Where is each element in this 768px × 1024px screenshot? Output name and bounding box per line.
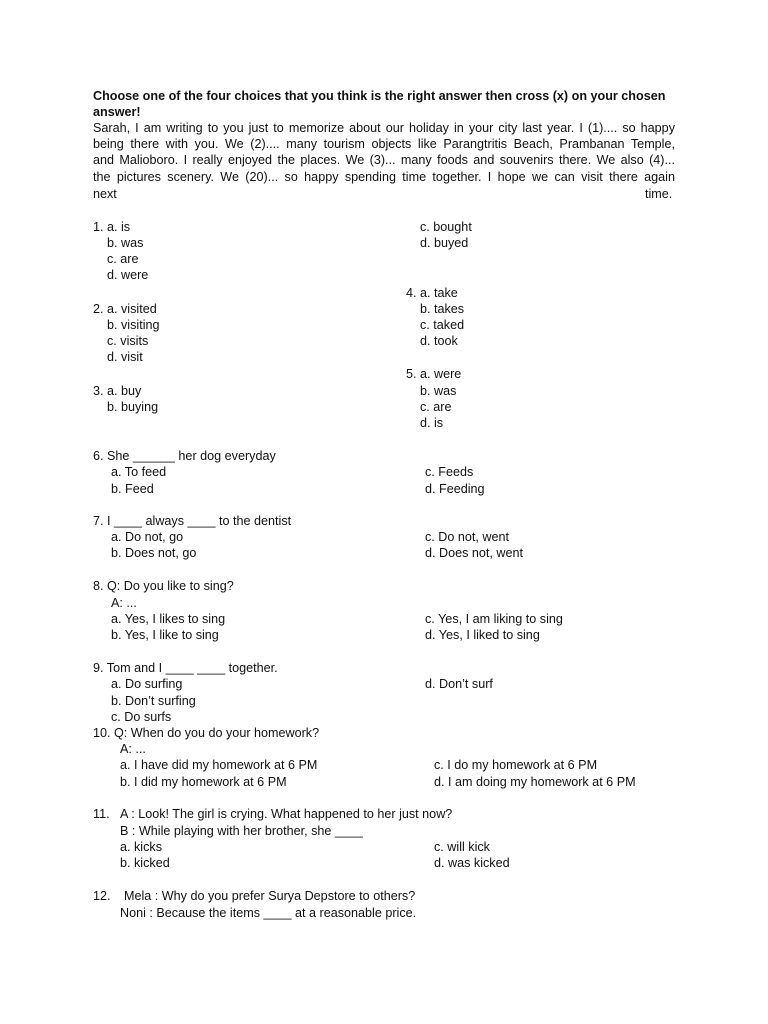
passage-last-left: next — [93, 187, 117, 201]
q10-option-d[interactable]: d. I am doing my homework at 6 PM — [434, 775, 636, 789]
passage-line-2: being there with you. We (2).... many tourism objects like Parangtritis Beach, Prambanan Temple, — [93, 137, 675, 151]
q3-option-c[interactable]: c. bought — [420, 220, 472, 234]
q5-option-a[interactable]: a. were — [420, 367, 462, 381]
q11-number: 11. — [93, 807, 110, 821]
q4-option-a[interactable]: a. take — [420, 286, 458, 300]
instruction-line-2: answer! — [93, 105, 141, 119]
passage-last-right: time. — [645, 187, 673, 201]
q9-option-c[interactable]: c. Do surfs — [111, 710, 172, 724]
instruction-line-1: Choose one of the four choices that you think is the right answer then cross (x) on your chosen — [93, 89, 666, 103]
q7-stem: 7. I ____ always ____ to the dentist — [93, 514, 292, 528]
q2-number: 2. — [93, 302, 104, 316]
q9-stem: 9. Tom and I ____ ____ together. — [93, 661, 278, 675]
q4-number: 4. — [406, 286, 417, 300]
q11-dialog-a: A : Look! The girl is crying. What happened to her just now? — [120, 807, 453, 821]
q2-option-b[interactable]: b. visiting — [107, 318, 160, 332]
q5-number: 5. — [406, 367, 417, 381]
q10-option-a[interactable]: a. I have did my homework at 6 PM — [120, 758, 318, 772]
q10-option-b[interactable]: b. I did my homework at 6 PM — [120, 775, 287, 789]
q1-option-c[interactable]: c. are — [107, 252, 139, 266]
q6-option-d[interactable]: d. Feeding — [425, 482, 485, 496]
passage-line-3: and Malioboro. I really enjoyed the places. We (3)... many foods and souvenirs there. We also (4)... — [93, 153, 675, 167]
q7-option-b[interactable]: b. Does not, go — [111, 546, 197, 560]
q3-option-a[interactable]: a. buy — [107, 384, 142, 398]
passage-line-4: the pictures scenery. We (20)... so happy spending time together. I hope we can visit there again — [93, 170, 675, 184]
q9-option-a[interactable]: a. Do surfing — [111, 677, 183, 691]
q2-option-a[interactable]: a. visited — [107, 302, 157, 316]
q3-number: 3. — [93, 384, 104, 398]
q8-option-c[interactable]: c. Yes, I am liking to sing — [425, 612, 563, 626]
q4-option-b[interactable]: b. takes — [420, 302, 465, 316]
q5-option-c[interactable]: c. are — [420, 400, 452, 414]
q3-option-d[interactable]: d. buyed — [420, 236, 469, 250]
q11-option-c[interactable]: c. will kick — [434, 840, 490, 854]
q2-option-d[interactable]: d. visit — [107, 350, 143, 364]
q4-option-d[interactable]: d. took — [420, 334, 458, 348]
q8-option-a[interactable]: a. Yes, I likes to sing — [111, 612, 226, 626]
q7-option-d[interactable]: d. Does not, went — [425, 546, 524, 560]
q1-option-d[interactable]: d. were — [107, 268, 149, 282]
q6-stem: 6. She ______ her dog everyday — [93, 449, 276, 463]
q5-option-b[interactable]: b. was — [420, 384, 457, 398]
q6-option-c[interactable]: c. Feeds — [425, 465, 474, 479]
q8-stem: 8. Q: Do you like to sing? — [93, 579, 234, 593]
q9-option-b[interactable]: b. Don’t surfing — [111, 694, 196, 708]
q12-dialog-a: Mela : Why do you prefer Surya Depstore to others? — [124, 889, 416, 903]
q6-option-b[interactable]: b. Feed — [111, 482, 154, 496]
q1-option-b[interactable]: b. was — [107, 236, 144, 250]
q2-option-c[interactable]: c. visits — [107, 334, 149, 348]
q5-option-d[interactable]: d. is — [420, 416, 444, 430]
passage-line-1: Sarah, I am writing to you just to memorize about our holiday in your city last year. I (1).... so happy — [93, 121, 675, 135]
q7-option-a[interactable]: a. Do not, go — [111, 530, 184, 544]
q6-option-a[interactable]: a. To feed — [111, 465, 167, 479]
q11-option-a[interactable]: a. kicks — [120, 840, 162, 854]
q10-answer: A: ... — [120, 742, 146, 756]
q4-option-c[interactable]: c. taked — [420, 318, 465, 332]
q7-option-c[interactable]: c. Do not, went — [425, 530, 509, 544]
q10-stem: 10. Q: When do you do your homework? — [93, 726, 320, 740]
q11-dialog-b: B : While playing with her brother, she ____ — [120, 824, 363, 838]
q8-answer: A: ... — [111, 596, 137, 610]
q11-option-d[interactable]: d. was kicked — [434, 856, 510, 870]
q12-dialog-b: Noni : Because the items ____ at a reasonable price. — [120, 906, 417, 920]
q3-option-b[interactable]: b. buying — [107, 400, 159, 414]
q11-option-b[interactable]: b. kicked — [120, 856, 170, 870]
q12-number: 12. — [93, 889, 111, 903]
q9-option-d[interactable]: d. Don’t surf — [425, 677, 493, 691]
q8-option-b[interactable]: b. Yes, I like to sing — [111, 628, 219, 642]
q10-option-c[interactable]: c. I do my homework at 6 PM — [434, 758, 598, 772]
q1-number: 1. — [93, 220, 104, 234]
q1-option-a[interactable]: a. is — [107, 220, 131, 234]
q8-option-d[interactable]: d. Yes, I liked to sing — [425, 628, 540, 642]
